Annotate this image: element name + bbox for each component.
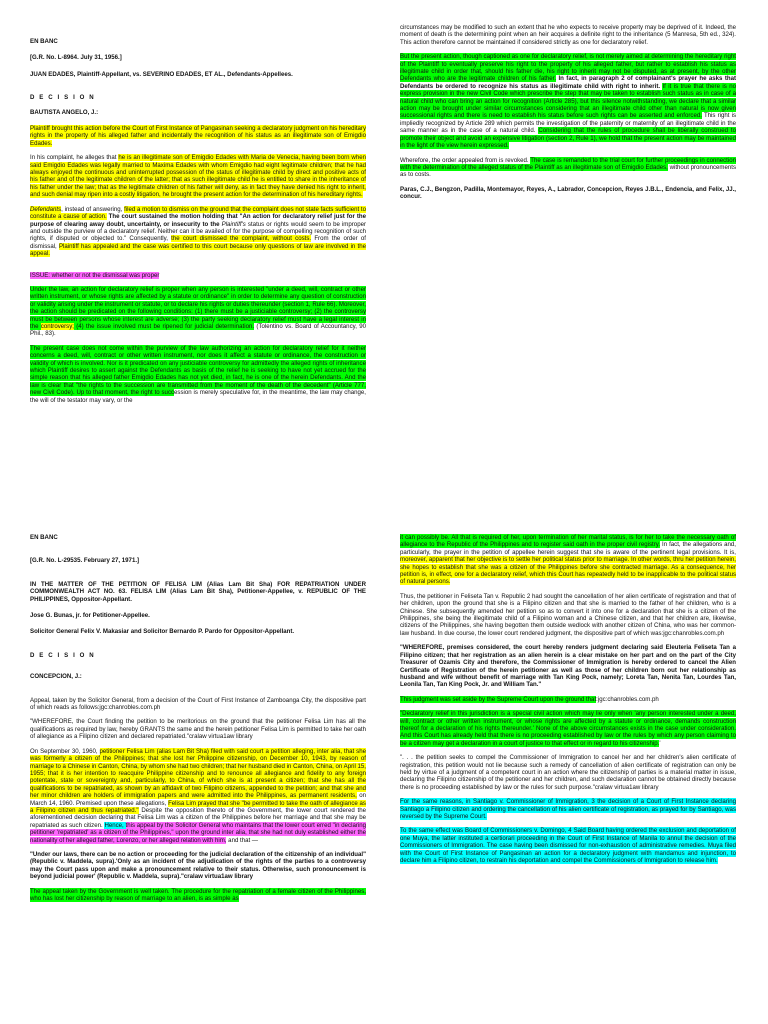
paragraph: "Declaratory relief in this jurisdiction is a special civil action which may lie only when 'any person interested under a deed, will, contract or other written instrument, or whose rights are affected by a statute or ordinance, demands construction thereof for a declaration of his rights thereunder.' None of the above circumstances exists in the case under consideration. And this Court has already held that there is no proceeding established by law or the rules by which any person claiming to be a citizen may get a declaration in a court of justice to that effect or in regard to his citizenship.'	[400, 710, 736, 747]
court-header: EN BANC	[30, 38, 58, 45]
ponente: BAUTISTA ANGELO, J.:	[30, 108, 99, 116]
paragraph: ". . . the petition seeks to compel the Commissioner of Immigration to cancel her and her children's alien certificate of registration, this petition would not lie because such a remedy of cancellation of alien certificate of registration can only be held by virtue of a judgment of a competent court in an action where the citizenship of parties is a material matter in issue, declaring the Filipino citizenship of the petitioner and her children, and such declaration cannot be obtained directly because there is no proceeding established by law or the rules for such purpose."cralaw virtua1aw library	[400, 754, 736, 791]
paragraph: The present case does not come within the purview of the law authorizing an action for declaratory relief for it neither concerns a deed, will, contract or other written instrument, nor does it affect a statute or ordinance, the construction or validity of which is involved. Nor is it predicated on any justiciable controversy for admittedly the alleged rights of inheritance which Plaintiff desires to assert against the Defendants as basis of the relief he is seeking to have not yet accrued for the simple reason that his alleged father Emigdio Edades has not yet died, in fact, he is one of the herein Defendants. And the law is clear that "the rights to the succession are transmitted from the moment of the death of the decedent" (Article 777, new Civil Code). Up to that moment, the right to succession is merely speculative for, in the meantime, the law may change, the will of the testator may vary, or the	[30, 344, 366, 404]
paragraph: Appeal, taken by the Solicitor General, from a decision of the Court of First Instance of Zamboanga City, the dispositive part of which reads as follows:jgc:chanrobles.com.ph	[30, 696, 366, 712]
issue-line: ISSUE: whether or not the dismissal was proper	[30, 271, 160, 279]
decision-label: D E C I S I O N	[30, 651, 96, 659]
gr-number: [G.R. No. L-29535. February 27, 1971.]	[30, 557, 140, 565]
case2-left-column	[30, 534, 366, 909]
paragraph: circumstances may be modified to such an extent that he who expects to receive property may be deprived of it. Indeed, the moment of death is the determining point when an heir acquires a definite right to the inheritance (5 Manresa, 5th ed., 324). This action therefore cannot be maintained if considered strictly as one for declaratory relief.	[400, 24, 736, 46]
court-header: EN BANC	[30, 534, 58, 541]
concurrence: Paras, C.J., Bengzon, Padilla, Montemayor, Reyes, A., Labrador, Concepcion, Reyes J.B.L., Endencia, and Felix, JJ., concur.	[400, 185, 736, 201]
case-parties: JUAN EDADES, Plaintiff-Appellant, vs. SEVERINO EDADES, ET AL., Defendants-Appellees.	[30, 70, 293, 78]
paragraph: "WHEREFORE, premises considered, the court hereby renders judgment declaring said Eleuteria Feliseta Tan a Filipino citizen; that her registration as an alien herein is a clear mistake on her part and on the part of the City Treasurer of Ozamis City and therefore, the Commissioner of Immigration is hereby ordered to cancel the Alien Certificate of Registration of the herein petitioner as well as those of her children born out her relationship as husband and wife without benefit of marriage with Tan King Pock, namely; Loreta Tan, Nenita Tan, Lourdes Tan, Leonila Tan, Tan King Pock, Jr. and William Tan."	[400, 644, 736, 689]
paragraph: Thus, the petitioner in Feliseta Tan v. Republic 2 had sought the cancellation of her alien certificate of registration and that of her children, upon the ground that she is a Filipino citizen and that she is married to the father of her children, who is a Chinese. She subsequently amended her petition so as to convert it into one for a declaration that she is a citizen of the Philippines, she being the illegitimate child of a Filipino woman and a Chinese citizen, and that her children are, likewise, citizens of the Philippines, she having begotten them outside wedlock with another citizen of China, who was her common-law husband. In due course, the lower court rendered judgment, the dispositive part of which was:jgc:chanrobles.com.ph	[400, 592, 736, 637]
case2-right-column	[400, 534, 736, 871]
paragraph: The appeal taken by the Government is well taken. The procedure for the repatriation of a female citizen of the Philippines, who has lost her citizenship by reason of marriage to an alien, is as simple as	[30, 887, 366, 902]
gr-number: [G.R. No. L-8964. July 31, 1956.]	[30, 54, 122, 62]
ponente: CONCEPCION, J.:	[30, 673, 82, 681]
paragraph: But the present action, though captioned as one for declaratory relief, is not merely aimed at determining the hereditary right of the Plaintiff to eventually preserve his right to the property of his alleged father, but rather to establish his status as illegitimate child in order that, should his father die, his right to inherit may not be disputed, as at present, by the other Defendants who are the legitimate children of his father. In fact, in paragraph 2 of complainant's prayer he asks that Defendants be ordered to recognize his status as illegitimate child with right to inherit. If it is true that there is no express provision in the new Civil Code which prescribe the step that may be taken to establish such status as in case of a natural child who can bring an action for recognition (Article 285), but this silence notwithstanding, we declare that a similar action may be brought under similar circumstances considering that an illegitimate child other than natural is now given successional rights and there is need to establish his status before such rights can be asserted and enforced. This right is impliedly recognized by Article 289 which permits the investigation of the paternity or maternity of an illegitimate child in the same manner as in the case of a natural child. Considering that the rules of procedure shall be liberally construed to promote their object and avoid an expensive litigation (section 2, Rule 1), we hold that the present action may be maintained in the light of the view herein expressed.	[400, 53, 736, 150]
case1-left-column	[30, 38, 366, 411]
case1-right-column	[400, 24, 736, 208]
paragraph: Plaintiff brought this action before the Court of First Instance of Pangasinan seeking a declaratory judgment on his hereditary rights in the property of his alleged father and incidentally the recognition of his status as an illegitimate son of Emigdio Edades.	[30, 125, 366, 147]
paragraph: it can possibly be. All that is required of her, upon termination of her marital status, is for her to take the necessary oath of allegiance to the Republic of the Philippines and to register said oath in the proper civil registry. In fact, the allegations and, particularly, the prayer in the petition of appellee herein suggest that she is aware of the pertinent legal provisions. It is, moreover, apparent that her objective is to settle her political status prior to marriage. In other words, thru her petition herein, she hopes to establish that she was a citizen of the Philippines before she contracted marriage. As a consequence, her petition is, in effect, one for a declaratory relief, which this Court has repeatedly held to be inapplicable to the political status of natural persons.	[400, 534, 736, 586]
paragraph: This judgment was set aside by the Supreme Court upon the ground that:jgc:chanrobles.com.ph	[400, 695, 659, 703]
paragraph: In his complaint, he alleges that he is an illegitimate son of Emigdio Edades with Maria de Venecia, having been born when said Emigdio Edades was legally married to Maxima Edades with whom Emigdio had eight legitimate children; that he had always enjoyed the continuous and uninterrupted possession of the status of illegitimate child by direct and positive acts of his father and of the legitimate children of the latter; that as such illegitimate child he is entitled to share in the inheritance of his father under the law; that as the legitimate children of his father will deny, as in fact they have denied his right to inherit, and such denial may ripen into a costly litigation, he brought the present action for the determination of his hereditary rights.	[30, 154, 366, 199]
case-parties: IN THE MATTER OF THE PETITION OF FELISA LIM (Alias Lam Bit Sha) FOR REPATRIATION UNDER COMMONWEALTH ACT NO. 63. FELISA LIM (Alias Lam Bit Sha), Petitioner-Appellee, v. REPUBLIC OF THE PHILIPPINES, Oppositor-Appellant.	[30, 580, 366, 603]
decision-label: D E C I S I O N	[30, 94, 96, 102]
paragraph: "WHEREFORE, the Court finding the petition to be meritorious on the ground that the petitioner Felisa Lim has all the qualifications as required by law, hereby GRANTS the same and the herein petitioner Felisa Lim is permitted to take her oath of allegiance as a Filipino citizen and declared repatriated."cralaw virtua1aw library	[30, 718, 367, 741]
counsel-oppositor: Solicitor General Felix V. Makasiar and Solicitor Bernardo P. Pardo for Oppositor-Appellant.	[30, 628, 295, 636]
paragraph: Under the law, an action for declaratory relief is proper when any person is interested "under a deed, will, contract or other written instrument, or whose rights are affected by a statute or ordinance" in order to determine any question of construction or validity arising under the instrument or statute, or to declare his rights or duties thereunder (section 1, Rule 66). Moreover, the action should be predicated on the following conditions: (1) there must be a justiciable controversy; (2) the controversy must be between persons whose interest are adverse; (3) the party seeking declaratory relief must have a legal interest in the controversy; (4) the issue involved must be ripened for judicial determination. (Tolentino vs. Board of Accountancy, 90 Phil., 83).	[30, 285, 366, 338]
paragraph: On September 30, 1960, petitioner Felisa Lim (alias Lam Bit Sha) filed with said court a petition alleging, inter alia, that she was formerly a citizen of the Philippines; that she lost her Philippine citizenship, on December 10, 1943, by reason of marriage to a Chinese in Canton, China, by whom she had two children; that her husband died in Canton, China, on April 15, 1955; that it is her intention to reacquire Philippine citizenship and to renounce all allegiance and fidelity to any foreign potentate, state or sovereignty and, particularly, to China, of which she is at present a citizen; that she has all the qualifications to be repatriated, as shown by an affidavit of two Filipino citizens, appended to the petition; and that she and her minor children are holders of immigration papers and were admitted into the Philippines, as permanent residents, on March 14, 1960. Premised upon these allegations, Felisa Lim prayed that she "be permitted to take the oath of allegiance as a Filipino citizen and thus repatriated." Despite the opposition thereto of the Government, the lower court rendered the aforementioned decision declaring that Felisa Lim was a citizen of the Philippines before her marriage and that she may be repatriated as such citizen. Hence, this appeal by the Solicitor General who maintains that the lower court erred "in declaring petitioner 'repatriated' as a citizen of the Philippines," upon the ground inter alia, that she had not duly established either the nationality of her alleged father, Lorenzo, or her alleged relation with him, and that —	[30, 747, 366, 844]
paragraph: To the same effect was Board of Commissioners v. Domingo, 4 Said Board having ordered the exclusion and deportation of one Muya, the latter instituted a certiorari proceeding in the Court of First Instance of Manila to annul the decision of the Commissioners of Immigration. The case having been dismissed for non-exhaustion of administrative remedies. Muya filed with the Court of First Instance of Pangasinan an action for a declaratory judgment with mandamus and injunction, to declare him a Filipino citizen, to restrain his deportation and compel the Commissioners of Immigration to release him.	[400, 827, 736, 865]
paragraph: For the same reasons, in Santiago v. Commissioner of Immigration, 3 the decision of a Court of First Instance declaring Santiago a Filipino citizen and ordering the cancellation of his alien certificate of registration, as prayed for by Santiago, was reversed by the Supreme Court.	[400, 798, 736, 820]
counsel-petitioner: Jose G. Bunas, jr. for Petitioner-Appellee.	[30, 612, 150, 620]
paragraph: "Under our laws, there can be no action or proceeding for the judicial declaration of the citizenship of an individual" (Republic v. Maddela, supra).'Only as an incident of the adjudication of the rights of the parties to a controversy may the Court pass upon and make a pronouncement relative to their status. Otherwise, such pronouncement is beyond judicial power' (Republic v. Maddela, supra)."cralaw virtua1aw library	[30, 850, 366, 881]
paragraph: Defendants, instead of answering, filed a motion to dismiss on the ground that the complaint does not state facts sufficient to constitute a cause of action. The court sustained the motion holding that "An action for declaratory relief just for the purpose of clearing away doubt, uncertainty, or insecurity to the Plaintiff's status or rights would seem to be improper and outside the purview of a declaratory relief. Neither can it be availed of for the purpose of compelling recognition of such rights, if disputed or objected to." Consequently, the court dismissed the complaint, without costs. From the order of dismissal, Plaintiff has appealed and the case was certified to this court because only questions of law are involved in the appeal.	[30, 205, 367, 258]
paragraph: Wherefore, the order appealed from is revoked. The case is remanded to the trial court for further proceedings in connection with the determination of the alleged status of the Plaintiff as an illegitimate son of Emigdio Edades, without pronouncements as to costs.	[400, 156, 736, 179]
